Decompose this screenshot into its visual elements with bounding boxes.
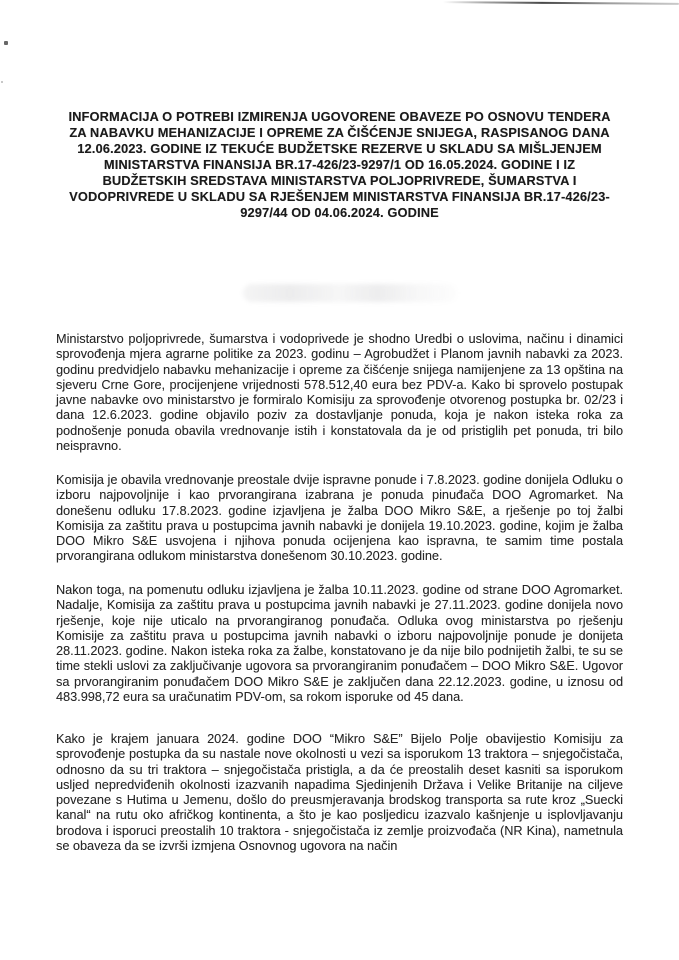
title-line-6: VODOPRIVREDE U SKLADU SA RJEŠENJEM MINISTARSTVA FINANSIJA BR.17-426/23- [69, 189, 610, 204]
scan-edge-artifact [443, 1, 679, 5]
scan-speck [1, 81, 3, 83]
title-line-3: 12.06.2023. GODINE IZ TEKUĆE BUDŽETSKE REZERVE U SKLADU SA MIŠLJENJEM [77, 141, 602, 156]
title-line-5: BUDŽETSKIH SREDSTAVA MINISTARSTVA POLJOPRIVREDE, ŠUMARSTVA I [102, 173, 577, 188]
title-line-2: ZA NABAVKU MEHANIZACIJE I OPREME ZA ČIŠĆENJE SNIJEGA, RASPISANOG DANA [69, 125, 610, 140]
paragraph: Nakon toga, na pomenutu odluku izjavljena je žalba 10.11.2023. godine od strane DOO Agromarket. Nadalje, Komisija za zaštitu prava u postupcima javnih nabavki je 27.11.2023. godine donijela novo rješenje, koje nije uticalo na prvorangiranog ponuđača. Odluka ovog ministarstva po rješenju Komisije za zaštitu prava u postupcima javnih nabavki o izboru najpovoljnije ponude je donijeta 28.11.2023. godine. Nakon isteka roka za žalbe, konstatovano je da nije bilo podnijetih žalbi, te su se time stekli uslovi za zaključivanje ugovora sa prvorangiranim ponuđačem – DOO Mikro S&E. Ugovor sa prvorangiranim ponuđačem DOO Mikro S&E je zaključen dana 22.12.2023. godine, u iznosu od 483.998,72 eura sa uračunatim PDV-om, sa rokom isporuke od 45 dana. [56, 583, 623, 705]
title-line-1: INFORMACIJA O POTREBI IZMIRENJA UGOVORENE OBAVEZE PO OSNOVU TENDERA [68, 109, 611, 124]
title-line-7: 9297/44 OD 04.06.2024. GODINE [240, 205, 439, 220]
faded-stamp-watermark [243, 284, 457, 302]
document-title [36, 109, 643, 221]
title-line-4: MINISTARSTVA FINANSIJA BR.17-426/23-9297/1 OD 16.05.2024. GODINE I IZ [103, 157, 576, 172]
paragraph: Komisija je obavila vrednovanje preostale dvije ispravne ponude i 7.8.2023. godine donijela Odluku o izboru najpovoljnije i kao prvorangirana izabrana je ponuda pinuđača DOO Agromarket. Na donešenu odluku 17.8.2023. godine izjavljena je žalba DOO Mikro S&E, a rješenje po toj žalbi Komisija za zaštitu prava u postupcima javnih nabavki je donijela 19.10.2023. godine, kojim je žalba DOO Mikro S&E usvojena i njihova ponuda ocijenjena kao ispravna, te samim time postala prvorangirana odlukom ministarstva donešenom 30.10.2023. godine. [56, 473, 623, 564]
paragraph: Ministarstvo poljoprivrede, šumarstva i vodoprivede je shodno Uredbi o uslovima, načinu i dinamici sprovođenja mjera agrarne politike za 2023. godinu – Agrobudžet i Planom javnih nabavki za 2023. godinu predvidjelo nabavku mehanizacije i opreme za čišćenje snijega namijenjene za 13 opština na sjeveru Crne Gore, procijenjene vrijednosti 578.512,40 eura bez PDV-a. Kako bi sprovelo postupak javne nabavke ovo ministarstvo je formiralo Komisiju za sprovođenje otvorenog postupka br. 02/23 i dana 12.6.2023. godine objavilo poziv za dostavljanje ponuda, koja je nakon isteka roka za podnošenje ponuda obavila vrednovanje istih i konstatovala da je od pristiglih pet ponuda, tri bilo neispravno. [56, 332, 623, 454]
scan-speck [4, 41, 8, 45]
paragraph: Kako je krajem januara 2024. godine DOO “Mikro S&E” Bijelo Polje obavijestio Komisiju za sprovođenje postupka da su nastale nove okolnosti u vezi sa isporukom 13 traktora – snjegočistača, odnosno da su tri traktora – snjegočistača pristigla, a da će preostalih deset kasniti sa isporukom usljed nepredviđenih okolnosti izazvanih napadima Sjedinjenih Država i Velike Britanije na ciljeve povezane s Hutima u Jemenu, došlo do preusmjeravanja brodskog transporta sa rute kroz „Suecki kanal“ na rutu oko afričkog kontinenta, a što je kao posljedicu izazvalo kašnjenje u isplovljavanju brodova i isporuci preostalih 10 traktora - snjegočistača iz zemlje proizvođača (NR Kina), nametnula se obaveza da se izvrši izmjena Osnovnog ugovora na način [56, 732, 623, 854]
